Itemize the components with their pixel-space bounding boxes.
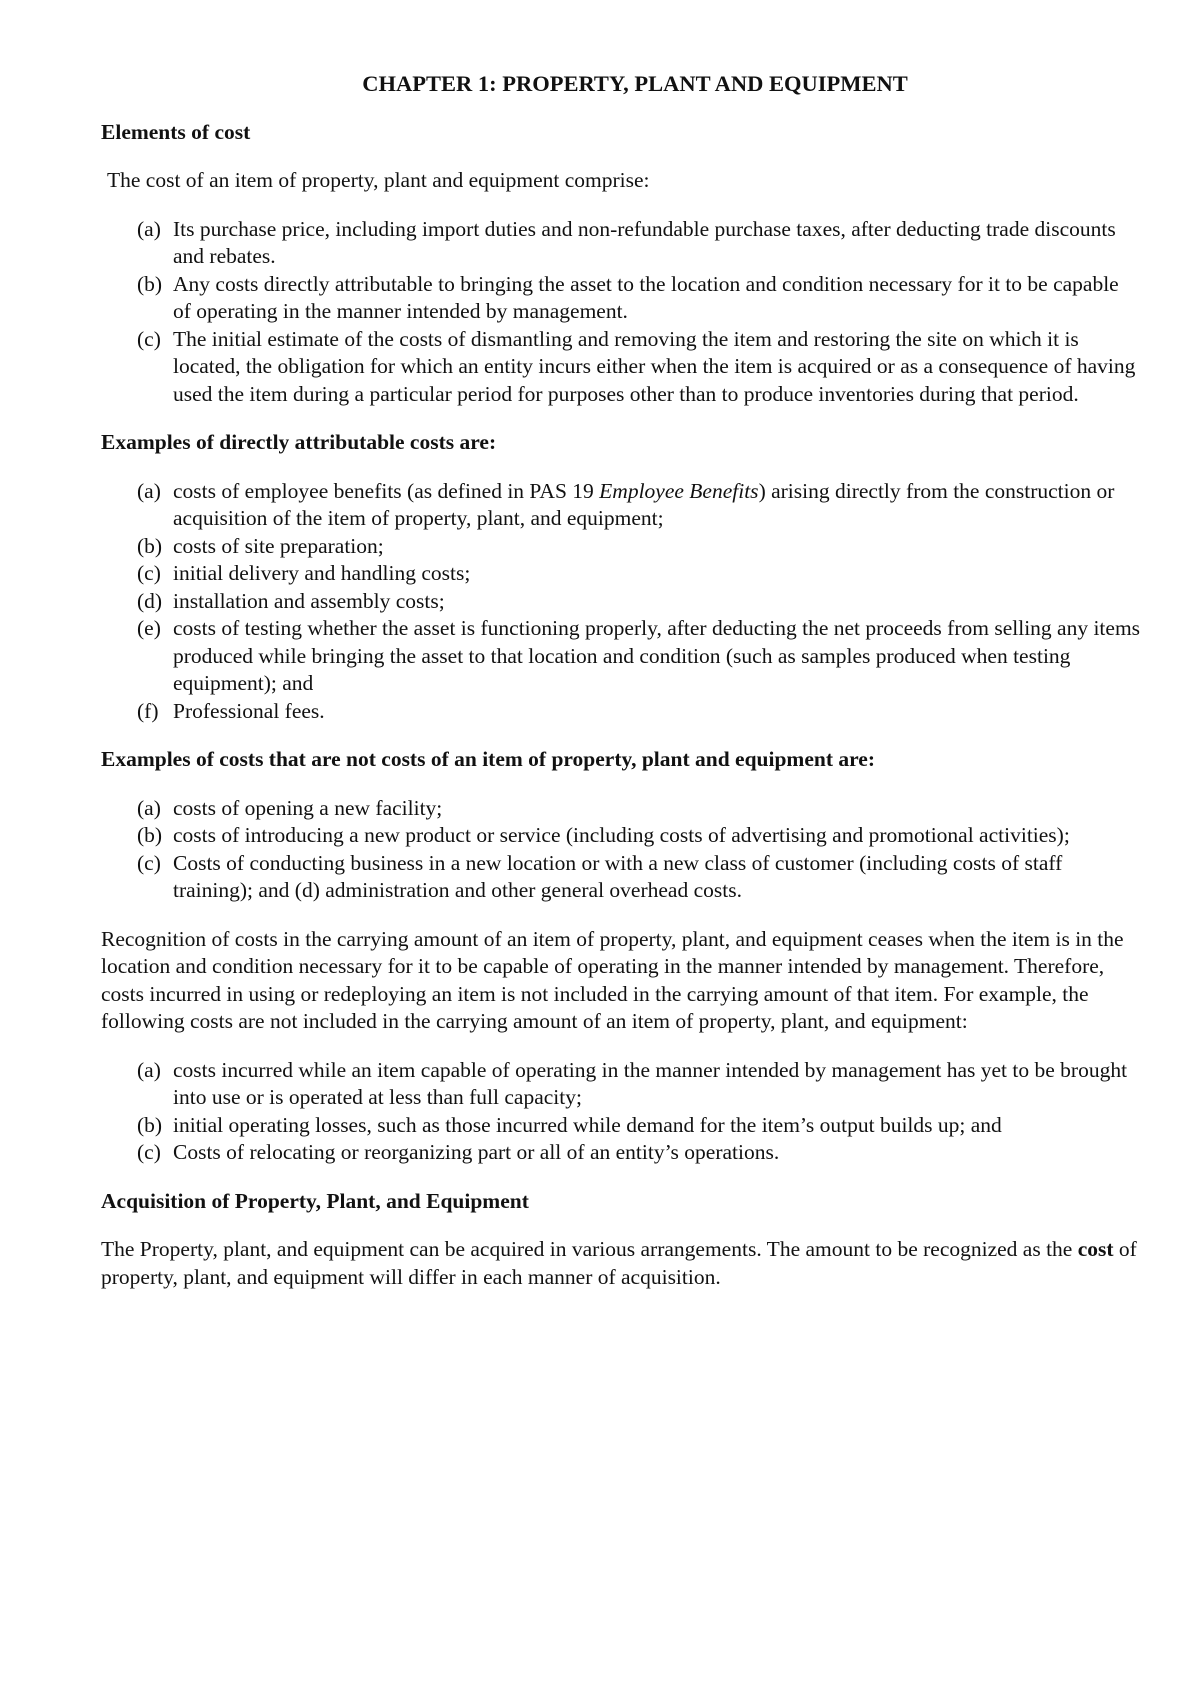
list-item xyxy=(101,822,1141,850)
list-marker: (b) xyxy=(137,533,163,558)
heading-directly-attributable-costs: Examples of directly attributable costs are: xyxy=(101,430,497,454)
acquisition-paragraph xyxy=(101,1236,1141,1291)
list-item-text: Professional fees. xyxy=(173,698,325,723)
heading-elements-of-cost: Elements of cost xyxy=(101,119,251,144)
list-item-text: Its purchase price, including import duties and non-refundable purchase taxes, after deducting trade discounts and rebates. xyxy=(173,216,1116,268)
list-marker: (b) xyxy=(137,271,163,296)
list-item xyxy=(101,533,1141,561)
excluded-costs-list xyxy=(101,1057,1141,1167)
bold-term: cost xyxy=(1077,1237,1114,1261)
list-marker: (c) xyxy=(137,850,161,875)
list-item xyxy=(101,615,1141,698)
directly-attributable-costs-list xyxy=(101,478,1141,726)
list-item xyxy=(101,850,1141,905)
page-title: CHAPTER 1: PROPERTY, PLANT AND EQUIPMENT xyxy=(362,71,908,96)
list-item xyxy=(101,216,1141,271)
list-item-text: Costs of relocating or reorganizing part or all of an entity’s operations. xyxy=(173,1140,780,1164)
list-marker: (a) xyxy=(137,216,161,241)
list-marker: (c) xyxy=(137,561,161,585)
list-marker: (b) xyxy=(137,1112,163,1137)
list-marker: (c) xyxy=(137,1140,161,1164)
list-item xyxy=(101,1112,1141,1140)
list-item-text: The initial estimate of the costs of dismantling and removing the item and restoring the site on which it is located, the obligation for which an entity incurs either when the item is acquired or as a consequence of having used the item during a particular period for purposes other than to produce inventories during that period. xyxy=(173,326,1136,406)
list-item xyxy=(101,1057,1141,1112)
list-marker: (f) xyxy=(137,698,159,723)
list-item-text: costs of opening a new facility; xyxy=(173,795,443,820)
recognition-paragraph: Recognition of costs in the carrying amount of an item of property, plant, and equipment ceases when the item is in the location and condition necessary for it to be capable of operating in the manner intended by management. Therefore, costs incurred in using or redeploying an item is not included in the carrying amount of that item. For example, the following costs are not included in the carrying amount of an item of property, plant, and equipment: xyxy=(101,926,1124,1033)
list-marker: (a) xyxy=(137,1057,161,1082)
list-item xyxy=(101,1139,1141,1167)
text-run: costs of employee benefits (as defined in PAS 19 xyxy=(173,478,600,503)
list-item xyxy=(101,326,1141,409)
list-marker: (e) xyxy=(137,616,161,640)
italic-reference: Employee Benefits xyxy=(599,478,759,503)
text-run: The Property, plant, and equipment can be acquired in various arrangements. The amount to be recognized as the xyxy=(101,1237,1078,1261)
intro-paragraph: The cost of an item of property, plant and equipment comprise: xyxy=(107,168,650,192)
document-page xyxy=(101,70,1141,1312)
list-item-text xyxy=(173,479,1114,531)
list-item-text: Costs of conducting business in a new location or with a new class of customer (including costs of staff training); and (d) administration and other general overhead costs. xyxy=(173,850,1063,902)
list-item-text: initial delivery and handling costs; xyxy=(173,561,471,585)
list-item xyxy=(101,271,1141,326)
list-item-text: Any costs directly attributable to bringing the asset to the location and condition necessary for it to be capable of operating in the manner intended by management. xyxy=(173,271,1119,323)
list-item xyxy=(101,560,1141,588)
list-item-text: initial operating losses, such as those incurred while demand for the item’s output builds up; and xyxy=(173,1112,1002,1137)
elements-of-cost-list xyxy=(101,216,1141,409)
list-item xyxy=(101,795,1141,823)
heading-acquisition: Acquisition of Property, Plant, and Equipment xyxy=(101,1188,529,1213)
heading-costs-not-included: Examples of costs that are not costs of an item of property, plant and equipment are: xyxy=(101,747,875,771)
list-item-text: costs of site preparation; xyxy=(173,533,384,558)
list-item-text: costs incurred while an item capable of operating in the manner intended by management has yet to be brought into use or is operated at less than full capacity; xyxy=(173,1057,1128,1109)
list-item-text: costs of testing whether the asset is functioning properly, after deducting the net proceeds from selling any items produced while bringing the asset to that location and condition (such as samples produced when testing equipment); and xyxy=(173,616,1141,695)
text-run: of property, plant, and equipment will differ in each manner of acquisition. xyxy=(101,1237,1137,1289)
list-marker: (a) xyxy=(137,478,161,503)
list-marker: (d) xyxy=(137,588,163,613)
list-item xyxy=(101,588,1141,616)
list-marker: (b) xyxy=(137,823,163,847)
costs-not-included-list xyxy=(101,795,1141,905)
list-marker: (c) xyxy=(137,326,161,351)
list-marker: (a) xyxy=(137,795,161,820)
list-item xyxy=(101,698,1141,726)
list-item xyxy=(101,478,1141,533)
list-item-text: installation and assembly costs; xyxy=(173,588,445,613)
text-run: ) arising directly from the construction or acquisition of the item of property, plant, and equipment; xyxy=(173,478,1115,530)
list-item-text: costs of introducing a new product or service (including costs of advertising and promotional activities); xyxy=(173,823,1070,847)
